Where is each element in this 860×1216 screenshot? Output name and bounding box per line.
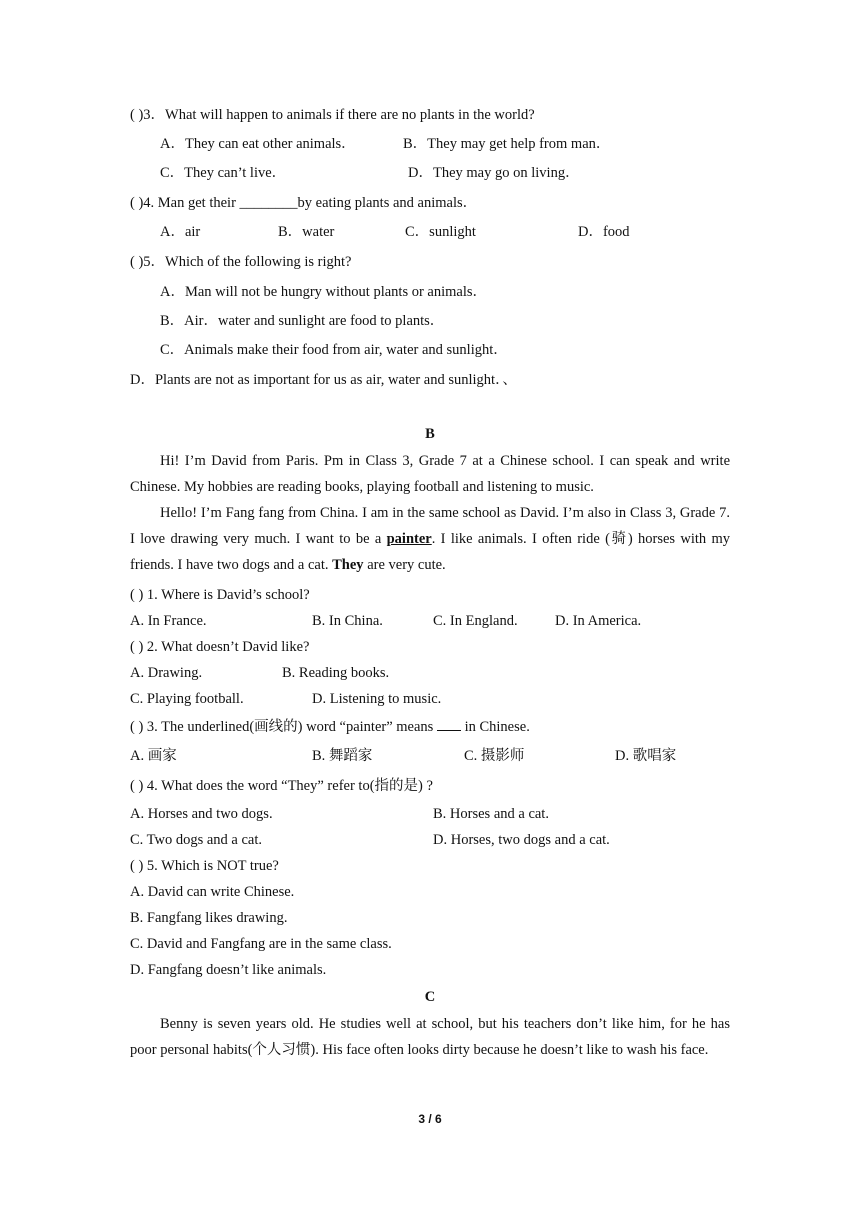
- option-b2-b: B. Reading books.: [282, 665, 390, 681]
- passage-b-paragraph-2: [130, 500, 730, 578]
- passage-b-p2-mid: . I like animals. I often ride (骑) horses with my friends. I have two dogs and a cat.: [130, 531, 730, 573]
- option-b5-d: D. Fangfang doesn’t like animals.: [130, 962, 327, 978]
- option-a3-c: C．They can’t live．: [160, 165, 287, 181]
- question-a4-stem: ( )4. Man get their ________by eating plants and animals．: [130, 195, 478, 211]
- option-b3-b: B. 舞蹈家: [312, 748, 373, 764]
- option-b1-a: A. In France.: [130, 613, 207, 629]
- question-b4-stem: ( ) 4. What does the word “They” refer to(指的是) ?: [130, 778, 433, 794]
- question-a3-stem: ( )3．What will happen to animals if there are no plants in the world?: [130, 107, 535, 123]
- option-b2-a: A. Drawing.: [130, 665, 203, 681]
- bold-word-they: They: [332, 557, 364, 573]
- section-c-heading: C: [424, 989, 436, 1005]
- option-b5-c: C. David and Fangfang are in the same class.: [130, 936, 392, 952]
- option-b5-b: B. Fangfang likes drawing.: [130, 910, 288, 926]
- passage-b-paragraph-1: Hi! I’m David from Paris. Pm in Class 3, Grade 7 at a Chinese school. I can speak and write Chinese. My hobbies are reading books, playing football and listening to music.: [130, 453, 730, 495]
- option-a5-c: C．Animals make their food from air, water and sunlight．: [160, 342, 508, 358]
- option-b3-d: D. 歌唱家: [615, 748, 677, 764]
- section-c-passage: [130, 1011, 730, 1063]
- option-b4-b: B. Horses and a cat.: [433, 806, 549, 822]
- question-b2-stem: ( ) 2. What doesn’t David like?: [130, 639, 310, 655]
- option-a5-d: D．Plants are not as important for us as air, water and sunlight．、: [130, 372, 517, 388]
- question-a5-stem: ( )5．Which of the following is right?: [130, 254, 352, 270]
- question-b3-stem: [130, 717, 530, 737]
- question-b3-stem-end: in Chinese.: [460, 719, 530, 735]
- option-b4-a: A. Horses and two dogs.: [130, 806, 273, 822]
- section-b-heading: B: [425, 426, 435, 442]
- option-b1-c: C. In England.: [433, 613, 518, 629]
- option-b3-a: A. 画家: [130, 748, 177, 764]
- question-b1-stem: ( ) 1. Where is David’s school?: [130, 587, 310, 603]
- passage-c-paragraph-1: Benny is seven years old. He studies well at school, but his teachers don’t like him, for he has poor personal habits(个人习惯). His face often looks dirty because he doesn’t like to wash his face.: [130, 1016, 730, 1058]
- option-b3-c: C. 摄影师: [464, 748, 525, 764]
- option-a4-c: C．sunlight: [405, 224, 476, 240]
- option-a5-b: B．Air．water and sunlight are food to plants．: [160, 313, 445, 329]
- option-a5-a: A．Man will not be hungry without plants or animals．: [160, 284, 488, 300]
- option-a3-a: A．They can eat other animals．: [160, 136, 356, 152]
- option-a4-a: A．air: [160, 224, 201, 240]
- page-number: 3 / 6: [418, 1112, 442, 1126]
- option-b4-c: C. Two dogs and a cat.: [130, 832, 263, 848]
- section-b-passage: [130, 448, 730, 578]
- option-b4-d: D. Horses, two dogs and a cat.: [433, 832, 610, 848]
- passage-b-p2-end: are very cute.: [363, 557, 446, 573]
- underlined-word-painter: painter: [386, 531, 432, 547]
- answer-blank: [437, 717, 461, 731]
- option-a3-d: D．They may go on living．: [408, 165, 580, 181]
- question-b3-stem-start: ( ) 3. The underlined(画线的) word “painter” means: [130, 719, 437, 735]
- option-b1-b: B. In China.: [312, 613, 383, 629]
- option-b2-c: C. Playing football.: [130, 691, 244, 707]
- passage-b-p2-start: Hello! I’m Fang fang from China. I am in the same school as David. I’m also in Class 3, Grade 7. I love drawing very much. I want to be a: [130, 505, 730, 547]
- option-a4-d: D．food: [578, 224, 630, 240]
- option-a3-b: B．They may get help from man．: [403, 136, 611, 152]
- option-b2-d: D. Listening to music.: [312, 691, 442, 707]
- option-b5-a: A. David can write Chinese.: [130, 884, 295, 900]
- question-b5-stem: ( ) 5. Which is NOT true?: [130, 858, 279, 874]
- option-b1-d: D. In America.: [555, 613, 642, 629]
- option-a4-b: B．water: [278, 224, 335, 240]
